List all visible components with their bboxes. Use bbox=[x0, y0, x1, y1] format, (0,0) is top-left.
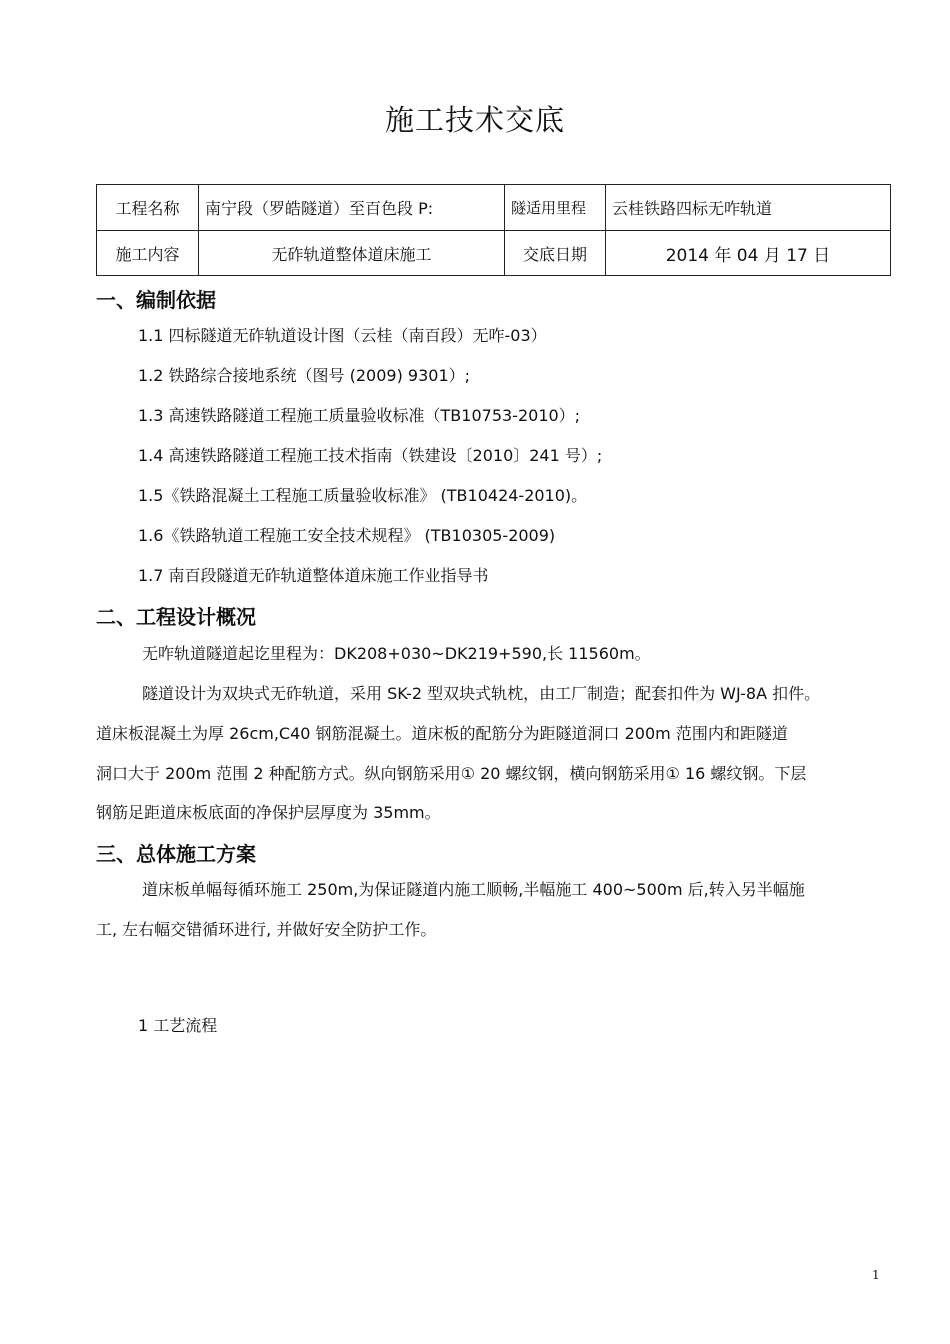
content-value: 无砟轨道整体道床施工 bbox=[199, 231, 505, 276]
content-label: 施工内容 bbox=[97, 231, 199, 276]
mileage-label: 隧适用里程 bbox=[505, 185, 606, 231]
plan-paragraph-line: 工, 左右幅交错循环进行, 并做好安全防护工作。 bbox=[96, 920, 437, 939]
project-name-value: 南宁段（罗皓隧道）至百色段 P: bbox=[199, 185, 505, 231]
basis-item: 1.7 南百段隧道无砟轨道整体道床施工作业指导书 bbox=[138, 566, 489, 585]
section1-heading: 一、编制依据 bbox=[96, 288, 216, 312]
process-subheading: 1 工艺流程 bbox=[138, 1016, 218, 1035]
basis-item: 1.6《铁路轨道工程施工安全技术规程》 (TB10305-2009) bbox=[138, 526, 556, 545]
basis-item: 1.1 四标隧道无砟轨道设计图（云桂（南百段）无咋-03） bbox=[138, 326, 547, 345]
date-value: 2014 年 04 月 17 日 bbox=[606, 231, 891, 276]
info-table-row bbox=[97, 231, 891, 276]
basis-item: 1.4 高速铁路隧道工程施工技术指南（铁建设〔2010〕241 号）; bbox=[138, 446, 603, 465]
section2-heading: 二、工程设计概况 bbox=[96, 605, 256, 629]
document-title: 施工技术交底 bbox=[384, 103, 565, 137]
project-name-label: 工程名称 bbox=[97, 185, 199, 231]
design-paragraph-line: 洞口大于 200m 范围 2 种配筋方式。纵向钢筋采用① 20 螺纹钢，横向钢筋采用① 16 螺纹钢。下层 bbox=[96, 764, 807, 783]
info-table bbox=[96, 184, 891, 276]
basis-item: 1.5《铁路混凝土工程施工质量验收标准》 (TB10424-2010)。 bbox=[138, 486, 588, 505]
basis-item: 1.3 高速铁路隧道工程施工质量验收标准（TB10753-2010）; bbox=[138, 406, 581, 425]
section3-heading: 三、总体施工方案 bbox=[96, 842, 256, 866]
plan-paragraph-line: 道床板单幅每循环施工 250m,为保证隧道内施工顺畅,半幅施工 400~500m 后,转入另半幅施 bbox=[142, 880, 805, 899]
basis-item: 1.2 铁路综合接地系统（图号 (2009) 9301）; bbox=[138, 366, 471, 385]
mileage-value: 云桂铁路四标无咋轨道 bbox=[606, 185, 891, 231]
design-paragraph-line: 隧道设计为双块式无砟轨道，采用 SK-2 型双块式轨枕，由工厂制造；配套扣件为 WJ-8A 扣件。 bbox=[142, 684, 821, 703]
design-paragraph-line: 无咋轨道隧道起讫里程为：DK208+030~DK219+590,长 11560m。 bbox=[142, 644, 651, 663]
info-table-row bbox=[97, 185, 891, 231]
design-paragraph-line: 道床板混凝土为厚 26cm,C40 钢筋混凝土。道床板的配筋分为距隧道洞口 200m 范围内和距隧道 bbox=[96, 724, 788, 743]
page-number: 1 bbox=[872, 1268, 880, 1282]
date-label: 交底日期 bbox=[505, 231, 606, 276]
design-paragraph-line: 钢筋足距道床板底面的净保护层厚度为 35mm。 bbox=[96, 803, 441, 822]
